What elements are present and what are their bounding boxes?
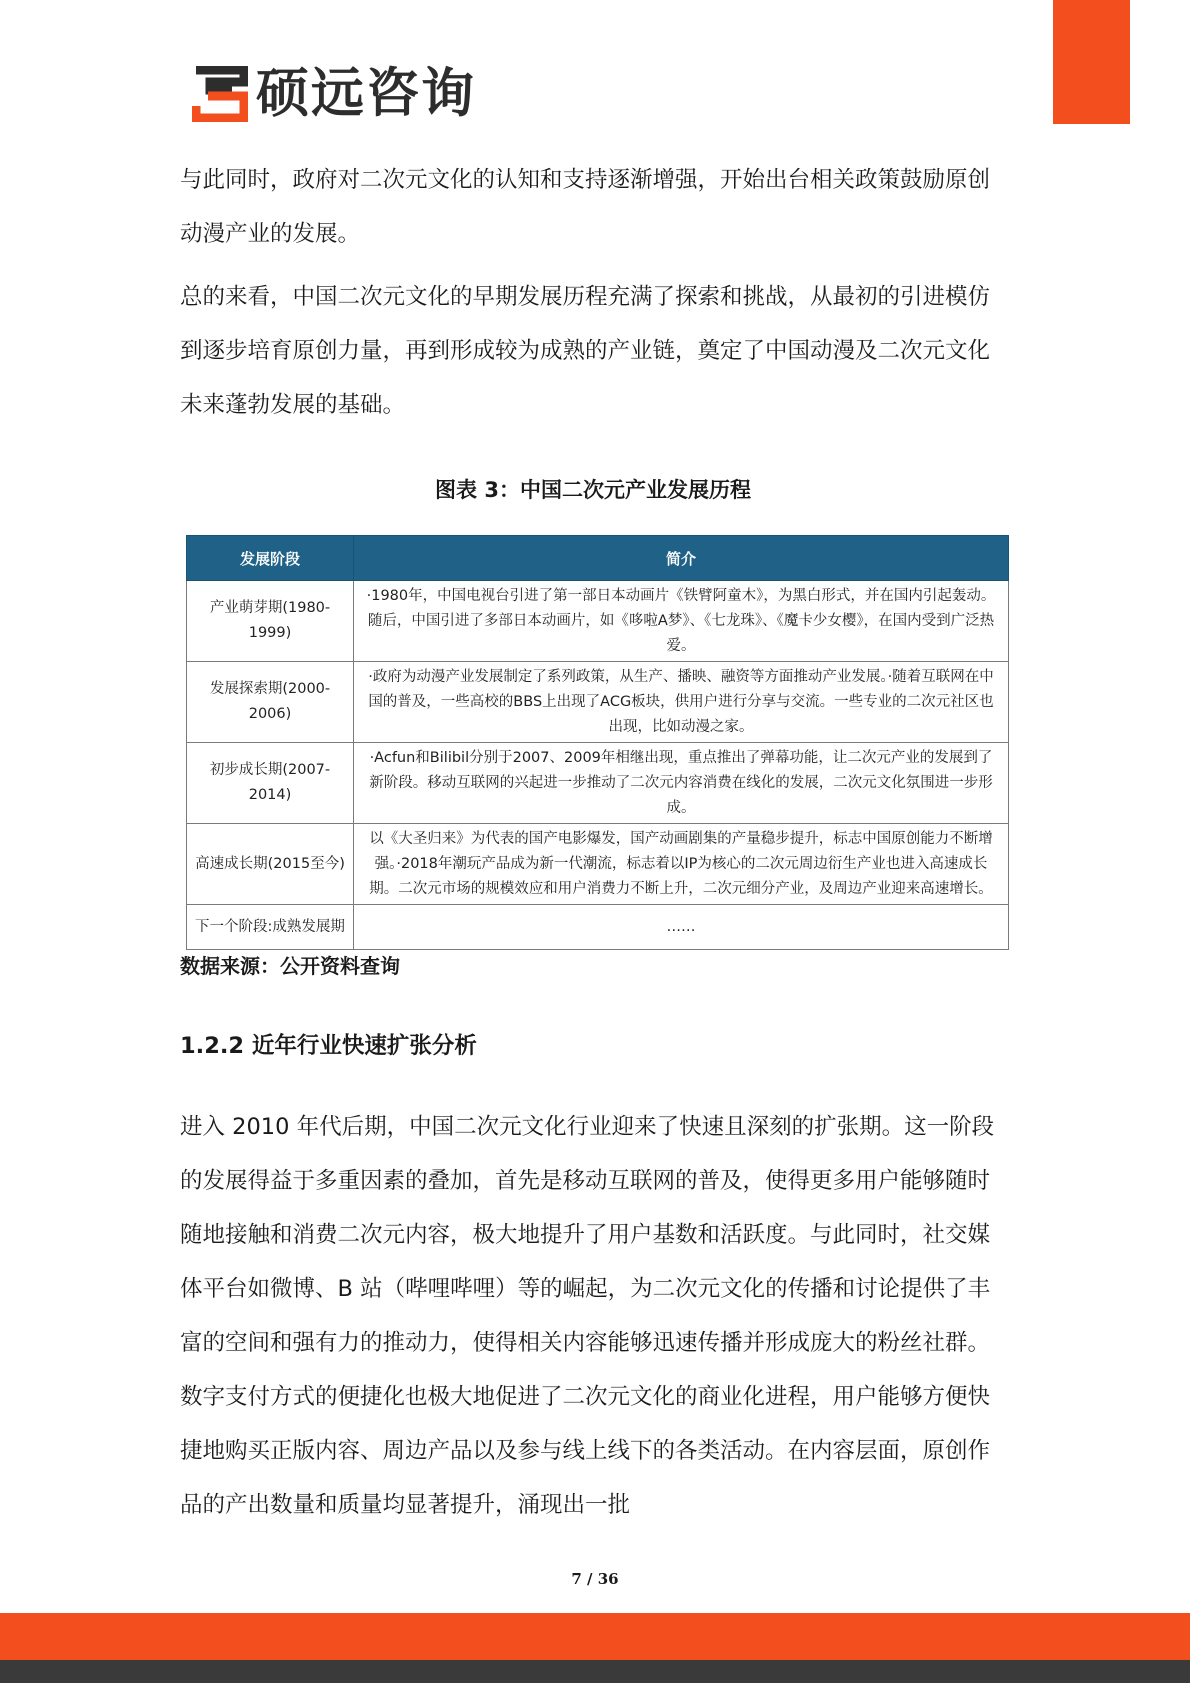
stage-cell: 下一个阶段:成熟发展期 — [187, 905, 354, 950]
stage-cell: 高速成长期(2015至今) — [187, 824, 354, 905]
development-stages-table — [186, 535, 1008, 950]
footer-dark-strip — [0, 1660, 1190, 1683]
desc-cell: …… — [354, 905, 1009, 950]
header-desc: 简介 — [354, 536, 1009, 581]
footer-accent-bar — [0, 1613, 1190, 1660]
paragraph-intro-2: 总的来看，中国二次元文化的早期发展历程充满了探索和挑战，从最初的引进模仿到逐步培育原创力量，再到形成较为成熟的产业链，奠定了中国动漫及二次元文化未来蓬勃发展的基础。 — [180, 284, 991, 418]
stage-cell: 初步成长期(2007-2014) — [187, 743, 354, 824]
page-number: 7 / 36 — [571, 1570, 619, 1588]
figure-source: 数据来源：公开资料查询 — [180, 954, 400, 978]
stage-cell: 产业萌芽期(1980-1999) — [187, 581, 354, 662]
table-row — [187, 905, 1009, 950]
stage-cell: 发展探索期(2000-2006) — [187, 662, 354, 743]
desc-cell: ·Acfun和Bilibil分别于2007、2009年相继出现，重点推出了弹幕功能，让二次元产业的发展到了新阶段。移动互联网的兴起进一步推动了二次元内容消费在线化的发展，二次元文化氛围进一步形成。 — [354, 743, 1009, 824]
desc-cell: ·1980年，中国电视台引进了第一部日本动画片《铁臂阿童木》，为黑白形式，并在国内引起轰动。随后，中国引进了多部日本动画片，如《哆啦A梦》、《七龙珠》、《魔卡少女樱》，在国内受到广泛热爱。 — [354, 581, 1009, 662]
desc-cell: ·政府为动漫产业发展制定了系列政策，从生产、播映、融资等方面推动产业发展。·随着互联网在中国的普及，一些高校的BBS上出现了ACG板块，供用户进行分享与交流。一些专业的二次元社区也出现，比如动漫之家。 — [354, 662, 1009, 743]
desc-cell: 以《大圣归来》为代表的国产电影爆发，国产动画剧集的产量稳步提升，标志中国原创能力不断增强。·2018年潮玩产品成为新一代潮流，标志着以IP为核心的二次元周边衍生产业也进入高速成长期。二次元市场的规模效应和用户消费力不断上升，二次元细分产业，及周边产业迎来高速增长。 — [354, 824, 1009, 905]
brand-name: 硕远咨询 — [256, 63, 476, 124]
logo-mark-icon — [192, 66, 248, 122]
corner-accent-block — [1053, 0, 1130, 124]
header-stage: 发展阶段 — [187, 536, 354, 581]
table-row — [187, 581, 1009, 662]
brand-logo — [192, 62, 476, 126]
figure-title: 图表 3：中国二次元产业发展历程 — [435, 478, 751, 502]
table-row — [187, 662, 1009, 743]
paragraph-intro-1: 与此同时，政府对二次元文化的认知和支持逐渐增强，开始出台相关政策鼓励原创动漫产业的发展。 — [180, 167, 991, 247]
table-row — [187, 824, 1009, 905]
section-heading: 1.2.2 近年行业快速扩张分析 — [180, 1033, 477, 1059]
paragraph-body-1: 进入 2010 年代后期，中国二次元文化行业迎来了快速且深刻的扩张期。这一阶段的发展得益于多重因素的叠加，首先是移动互联网的普及，使得更多用户能够随时随地接触和消费二次元内容，极大地提升了用户基数和活跃度。与此同时，社交媒体平台如微博、B 站（哔哩哔哩）等的崛起，为二次元文化的传播和讨论提供了丰富的空间和强有力的推动力，使得相关内容能够迅速传播并形成庞大的粉丝社群。数字支付方式的便捷化也极大地促进了二次元文化的商业化进程，用户能够方便快捷地购买正版内容、周边产品以及参与线上线下的各类活动。在内容层面，原创作品的产出数量和质量均显著提升，涌现出一批 — [180, 1114, 995, 1518]
table-row — [187, 743, 1009, 824]
table-header-row — [187, 536, 1009, 581]
